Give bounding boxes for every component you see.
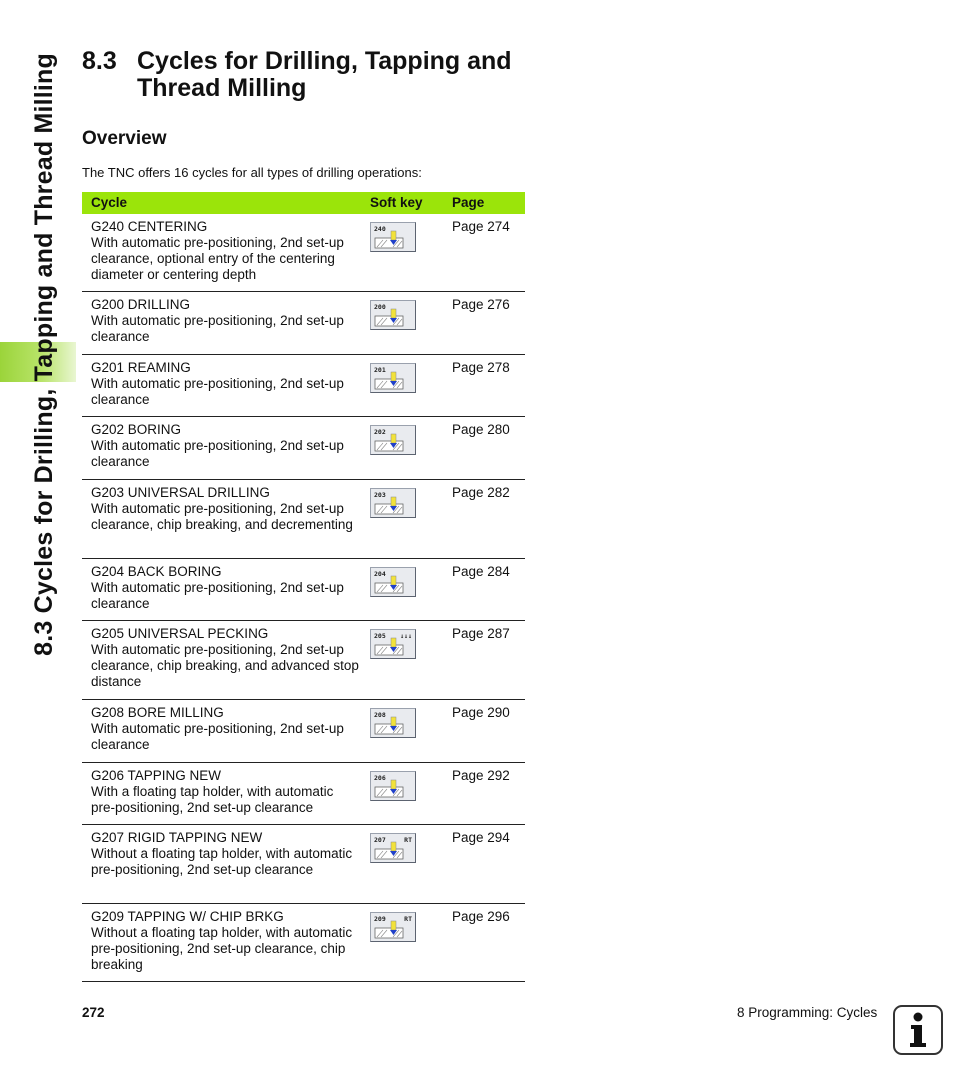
table-row [82,559,525,621]
softkey-label: 203 [374,491,386,499]
cycle-description [91,909,361,973]
cycle-detail: With automatic pre-positioning, 2nd set-up clearance [91,721,344,752]
page-reference: Page 274 [452,219,510,234]
page-number: 272 [82,1005,105,1020]
cycle-description [91,297,361,345]
cycle-name: G203 UNIVERSAL DRILLING [91,485,270,500]
section-title: Cycles for Drilling, Tapping and Thread Milling [137,47,512,102]
softkey-202[interactable] [370,425,416,455]
softkey-204[interactable] [370,567,416,597]
cycle-detail: Without a floating tap holder, with automatic pre-positioning, 2nd set-up clearance [91,846,353,877]
cycle-name: G208 BORE MILLING [91,705,224,720]
softkey-label: 209 [374,915,386,923]
cycle-description [91,830,361,878]
cycle-detail: Without a floating tap holder, with automatic pre-positioning, 2nd set-up clearance, chip breaking [91,925,353,972]
softkey-207[interactable] [370,833,416,863]
softkey-label: 202 [374,428,386,436]
sidebar-title [24,53,64,658]
cycle-name: G200 DRILLING [91,297,191,312]
cycle-detail: With automatic pre-positioning, 2nd set-up clearance [91,438,344,469]
cycle-detail: With a floating tap holder, with automatic pre-positioning, 2nd set-up clearance [91,784,334,815]
softkey-label: 204 [374,570,386,578]
info-icon [893,1005,943,1055]
softkey-extra-label: RT [404,915,412,923]
softkey-201[interactable] [370,363,416,393]
softkey-extra-label: RT [404,836,412,844]
table-row [82,825,525,904]
cycle-name: G207 RIGID TAPPING NEW [91,830,263,845]
cycle-detail: With automatic pre-positioning, 2nd set-up clearance [91,580,344,611]
table-row [82,763,525,825]
cycle-table [82,192,525,982]
sidebar-title-text: 8.3 Cycles for Drilling, Tapping and Thread Milling [30,53,58,656]
table-row [82,355,525,417]
cycle-name: G201 REAMING [91,360,191,375]
page-reference: Page 287 [452,626,510,641]
cycle-description [91,485,361,533]
softkey-label: 201 [374,366,386,374]
softkey-200[interactable] [370,300,416,330]
section-number: 8.3 [82,47,117,75]
cycle-description [91,360,361,408]
table-row [82,292,525,355]
table-row [82,214,525,292]
page-reference: Page 284 [452,564,510,579]
softkey-label: 207 [374,836,386,844]
cycle-name: G202 BORING [91,422,182,437]
softkey-extra-label: ↓↓↓ [400,632,412,640]
cycle-description [91,564,361,612]
table-row [82,904,525,982]
cycle-description [91,768,361,816]
cycle-name: G209 TAPPING W/ CHIP BRKG [91,909,284,924]
page-reference: Page 296 [452,909,510,924]
cycle-detail: With automatic pre-positioning, 2nd set-up clearance, chip breaking, and advanced stop distance [91,642,359,689]
softkey-208[interactable] [370,708,416,738]
softkey-label: 200 [374,303,386,311]
table-row [82,621,525,700]
subheading: Overview [82,128,167,149]
cycle-detail: With automatic pre-positioning, 2nd set-up clearance [91,313,344,344]
cycle-description [91,422,361,470]
softkey-240[interactable] [370,222,416,252]
header-page: Page [452,195,485,210]
softkey-label: 206 [374,774,386,782]
page-reference: Page 280 [452,422,510,437]
page-reference: Page 278 [452,360,510,375]
cycle-description [91,626,361,690]
table-row [82,480,525,559]
cycle-name: G205 UNIVERSAL PECKING [91,626,269,641]
softkey-label: 205 [374,632,386,640]
cycle-detail: With automatic pre-positioning, 2nd set-up clearance, optional entry of the centering diameter or centering depth [91,235,344,282]
table-row [82,417,525,480]
page-reference: Page 282 [452,485,510,500]
cycle-detail: With automatic pre-positioning, 2nd set-up clearance [91,376,344,407]
softkey-label: 208 [374,711,386,719]
chapter-reference: 8 Programming: Cycles [737,1005,878,1020]
softkey-206[interactable] [370,771,416,801]
page-reference: Page 294 [452,830,510,845]
header-softkey: Soft key [370,195,423,210]
header-cycle: Cycle [91,195,128,210]
page-reference: Page 292 [452,768,510,783]
softkey-209[interactable] [370,912,416,942]
intro-text: The TNC offers 16 cycles for all types of drilling operations: [82,165,422,180]
table-row [82,700,525,763]
softkey-203[interactable] [370,488,416,518]
table-header [82,192,525,214]
cycle-name: G240 CENTERING [91,219,208,234]
softkey-label: 240 [374,225,386,233]
page-reference: Page 290 [452,705,510,720]
softkey-205[interactable] [370,629,416,659]
cycle-description [91,219,361,283]
cycle-name: G206 TAPPING NEW [91,768,222,783]
cycle-detail: With automatic pre-positioning, 2nd set-up clearance, chip breaking, and decrementing [91,501,353,532]
cycle-name: G204 BACK BORING [91,564,222,579]
page-reference: Page 276 [452,297,510,312]
cycle-description [91,705,361,753]
